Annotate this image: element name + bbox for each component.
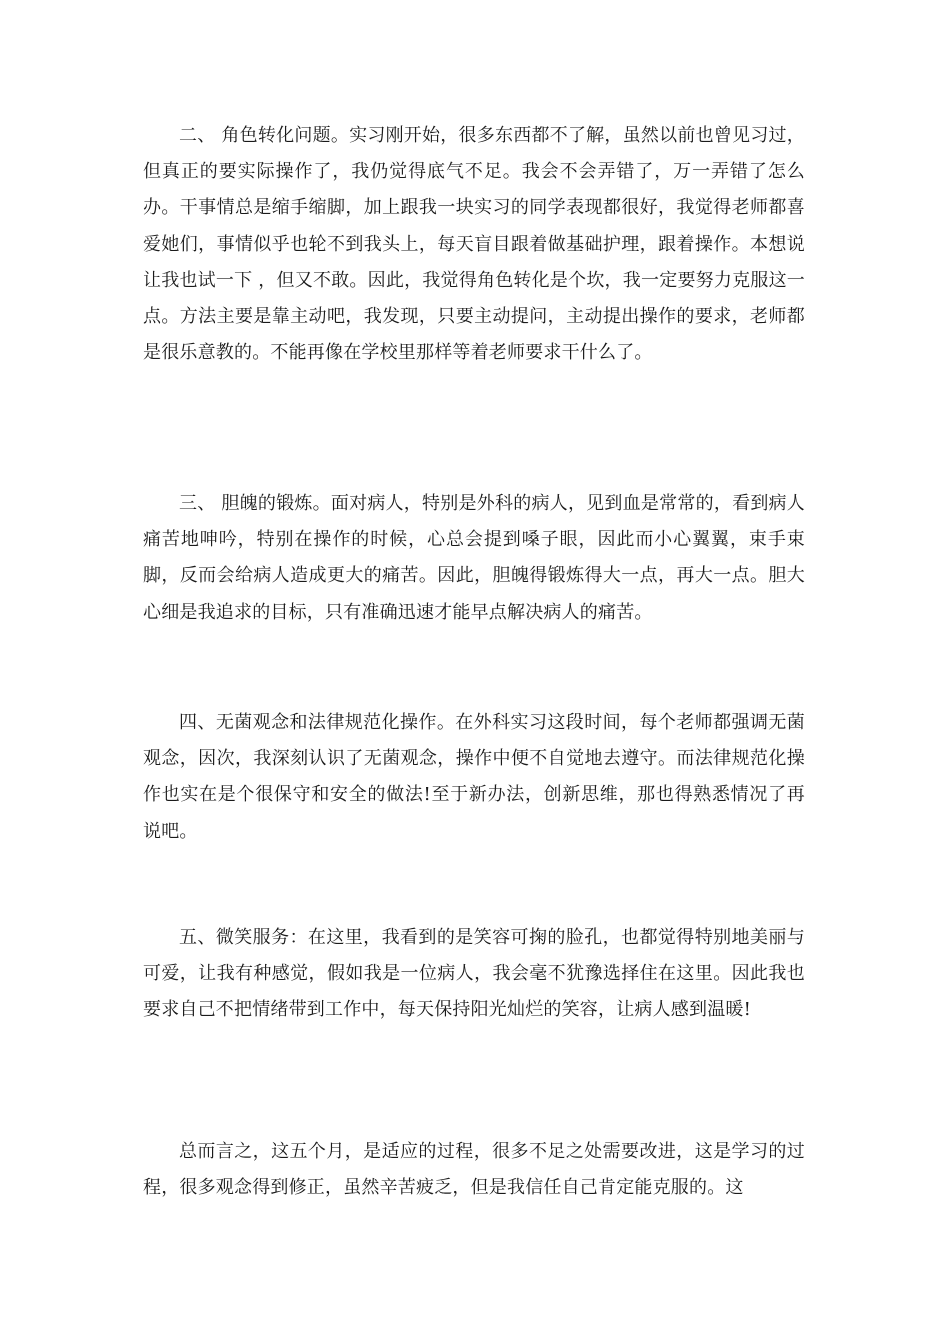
- paragraph-aseptic-concept: 四、无菌观念和法律规范化操作。在外科实习这段时间，每个老师都强调无菌观念，因次，我深刻认识了无菌观念，操作中便不自觉地去遵守。而法律规范化操作也实在是个很保守和安全的做法!至于新办法，创新思维，那也得熟悉情况了再说吧。: [143, 712, 805, 842]
- paragraph-smile-service: 五、微笑服务：在这里，我看到的是笑容可掬的脸孔，也都觉得特别地美丽与可爱，让我有种感觉，假如我是一位病人，我会毫不犹豫选择住在这里。因此我也要求自己不把情绪带到工作中，每天保持阳光灿烂的笑容，让病人感到温暖!: [143, 927, 805, 1021]
- paragraph-role-transition: 二、 角色转化问题。实习刚开始，很多东西都不了解，虽然以前也曾见习过，但真正的要实际操作了，我仍觉得底气不足。我会不会弄错了，万一弄错了怎么办。干事情总是缩手缩脚，加上跟我一块实习的同学表现都很好，我觉得老师都喜爱她们，事情似乎也轮不到我头上，每天盲目跟着做基础护理，跟着操作。本想说 让我也试一下 ，但又不敢。因此，我觉得角色转化是个坎，我一定要努力克服这一点。方法主要是靠主动吧，我发现，只要主动提问，主动提出操作的要求，老师都是很乐意教的。不能再像在学校里那样等着老师要求干什么了。: [143, 125, 805, 364]
- paragraph-courage-training: 三、 胆魄的锻炼。面对病人，特别是外科的病人，见到血是常常的，看到病人痛苦地呻吟，特别在操作的时候，心总会提到嗓子眼，因此而小心翼翼，束手束脚，反而会给病人造成更大的痛苦。因此，胆魄得锻炼得大一点，再大一点。胆大心细是我追求的目标，只有准确迅速才能早点解决病人的痛苦。: [143, 493, 805, 623]
- paragraph-summary: 总而言之，这五个月，是适应的过程，很多不足之处需要改进，这是学习的过程，很多观念得到修正，虽然辛苦疲乏，但是我信任自己肯定能克服的。这: [143, 1141, 805, 1199]
